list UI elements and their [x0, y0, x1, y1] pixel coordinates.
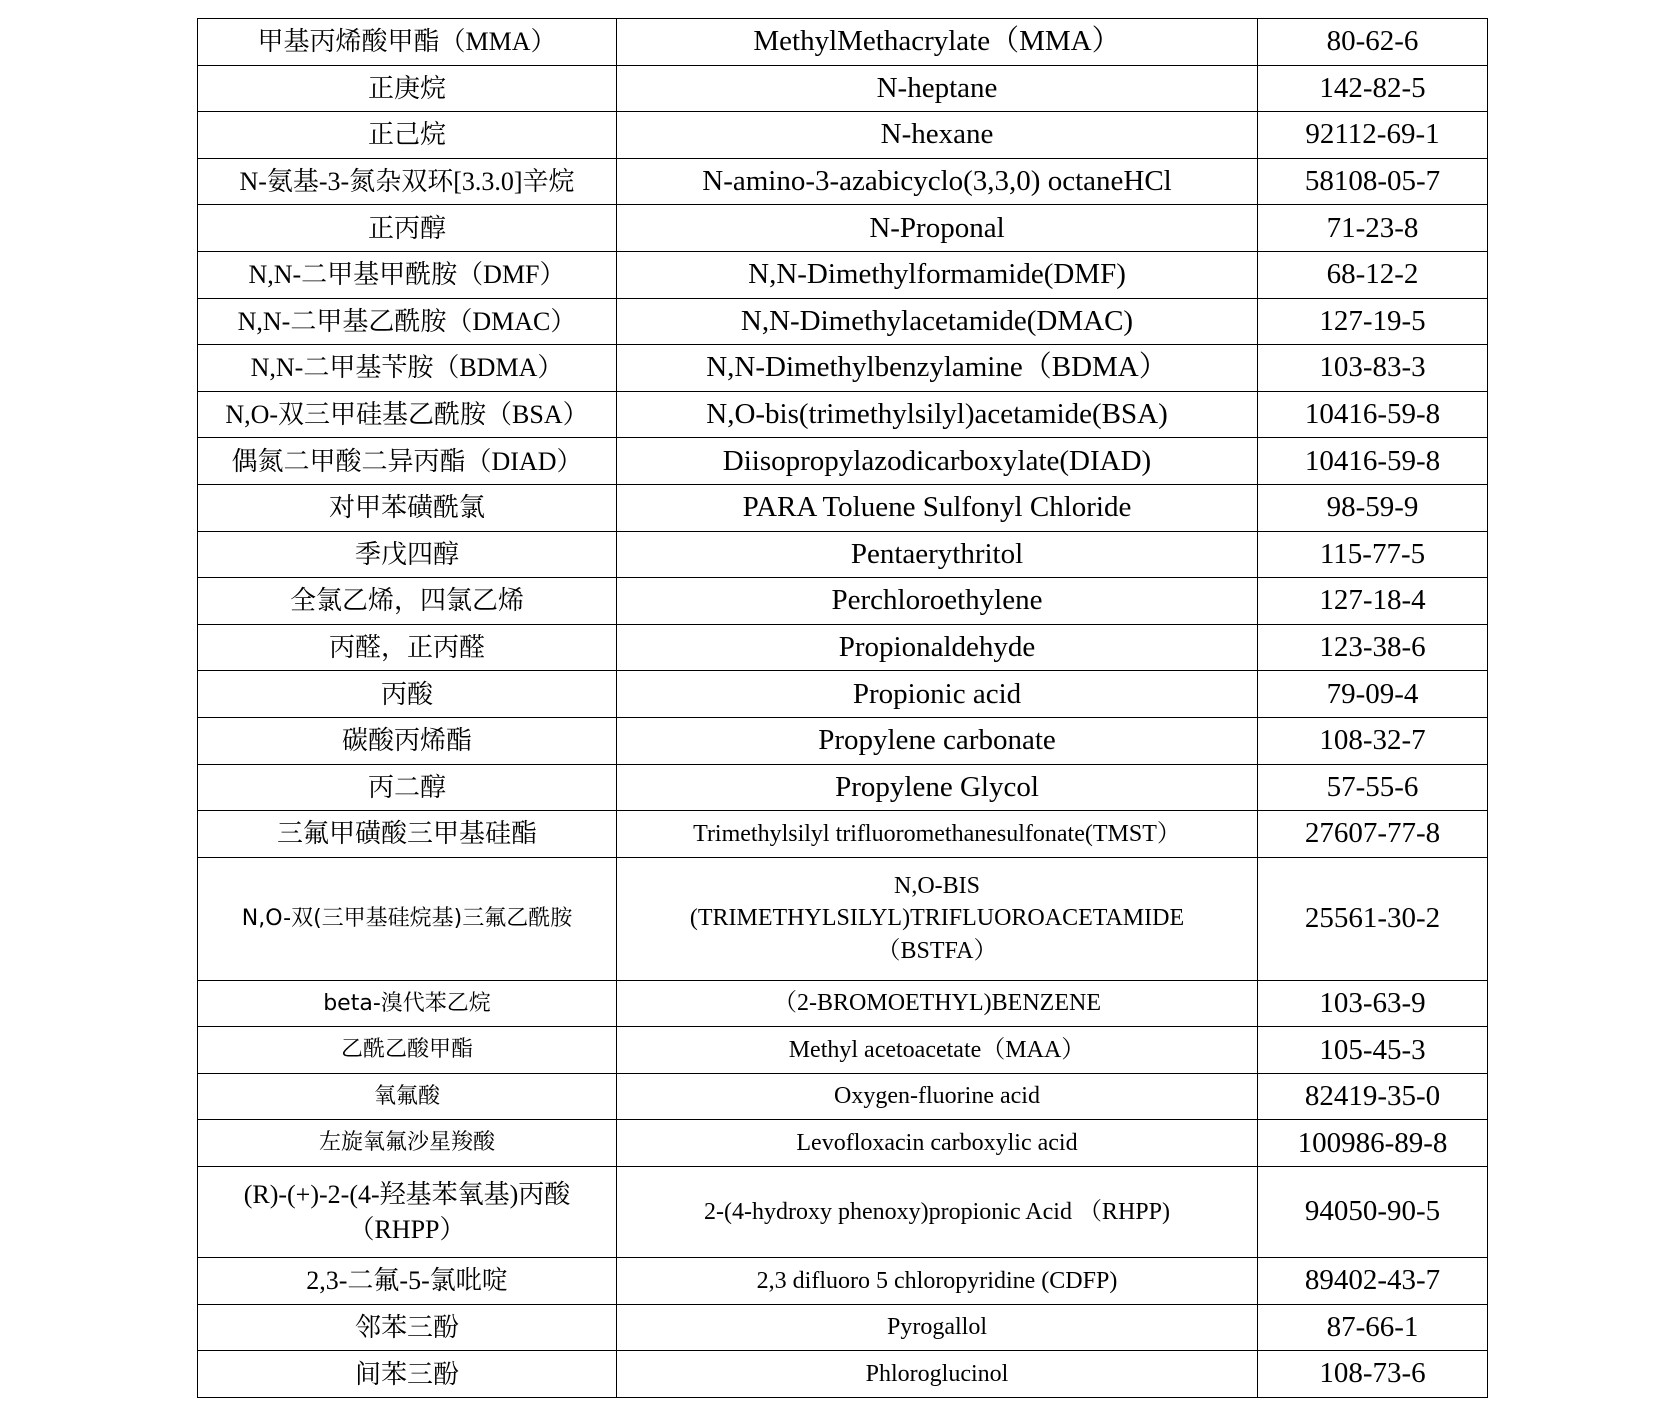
- chinese-name-line: (R)-(+)-2-(4-羟基苯氧基)丙酸: [243, 1179, 571, 1209]
- english-name-cell: N,N-Dimethylbenzylamine（BDMA）: [617, 345, 1258, 392]
- english-name-cell: N,N-Dimethylformamide(DMF): [617, 251, 1258, 298]
- english-name-cell: Methyl acetoacetate（MAA）: [617, 1027, 1258, 1074]
- chinese-name-cell: N,N-二甲基乙酰胺（DMAC）: [198, 298, 617, 345]
- chinese-name-cell: 丙酸: [198, 671, 617, 718]
- table-row: [198, 1073, 1488, 1120]
- table-row: [198, 717, 1488, 764]
- cas-number-cell: 71-23-8: [1258, 205, 1488, 252]
- english-name-cell: N-heptane: [617, 65, 1258, 112]
- table-row: [198, 764, 1488, 811]
- table-row: [198, 1167, 1488, 1258]
- english-name-cell: N-Proponal: [617, 205, 1258, 252]
- chinese-name-cell: 三氟甲磺酸三甲基硅酯: [198, 811, 617, 858]
- cas-number-cell: 80-62-6: [1258, 19, 1488, 66]
- table-row: [198, 624, 1488, 671]
- cas-number-cell: 108-73-6: [1258, 1351, 1488, 1398]
- chemical-table: [197, 18, 1488, 1398]
- cas-number-cell: 68-12-2: [1258, 251, 1488, 298]
- chinese-name-cell: 左旋氧氟沙星羧酸: [198, 1120, 617, 1167]
- english-name-cell: 2,3 difluoro 5 chloropyridine (CDFP): [617, 1258, 1258, 1305]
- english-name-cell: Pentaerythritol: [617, 531, 1258, 578]
- cas-number-cell: 79-09-4: [1258, 671, 1488, 718]
- english-name-line: （BSTFA）: [876, 937, 998, 964]
- cas-number-cell: 100986-89-8: [1258, 1120, 1488, 1167]
- table-row: [198, 1027, 1488, 1074]
- table-row: [198, 391, 1488, 438]
- table-row: [198, 298, 1488, 345]
- chinese-name-cell: 正丙醇: [198, 205, 617, 252]
- cas-number-cell: 94050-90-5: [1258, 1167, 1488, 1258]
- table-row: [198, 438, 1488, 485]
- english-name-cell: Diisopropylazodicarboxylate(DIAD): [617, 438, 1258, 485]
- cas-number-cell: 87-66-1: [1258, 1304, 1488, 1351]
- chinese-name-cell: [198, 1167, 617, 1258]
- english-name-cell: MethylMethacrylate（MMA）: [617, 19, 1258, 66]
- table-row: [198, 112, 1488, 159]
- cas-number-cell: 82419-35-0: [1258, 1073, 1488, 1120]
- table-row: [198, 345, 1488, 392]
- table-row: [198, 251, 1488, 298]
- chinese-name-cell: 全氯乙烯，四氯乙烯: [198, 578, 617, 625]
- table-row: [198, 671, 1488, 718]
- table-row: [198, 1351, 1488, 1398]
- chinese-name-cell: N,O-双(三甲基硅烷基)三氟乙酰胺: [198, 857, 617, 980]
- english-name-cell: Propionic acid: [617, 671, 1258, 718]
- english-name-cell: N,O-bis(trimethylsilyl)acetamide(BSA): [617, 391, 1258, 438]
- chinese-name-cell: 间苯三酚: [198, 1351, 617, 1398]
- cas-number-cell: 89402-43-7: [1258, 1258, 1488, 1305]
- chinese-name-cell: N-氨基-3-氮杂双环[3.3.0]辛烷: [198, 158, 617, 205]
- table-row: [198, 19, 1488, 66]
- english-name-cell: Trimethylsilyl trifluoromethanesulfonate(TMST）: [617, 811, 1258, 858]
- cas-number-cell: 57-55-6: [1258, 764, 1488, 811]
- english-name-cell: N-hexane: [617, 112, 1258, 159]
- table-row: [198, 578, 1488, 625]
- english-name-cell: Pyrogallol: [617, 1304, 1258, 1351]
- cas-number-cell: 123-38-6: [1258, 624, 1488, 671]
- cas-number-cell: 10416-59-8: [1258, 391, 1488, 438]
- cas-number-cell: 142-82-5: [1258, 65, 1488, 112]
- chinese-name-cell: 乙酰乙酸甲酯: [198, 1027, 617, 1074]
- english-name-cell: N,N-Dimethylacetamide(DMAC): [617, 298, 1258, 345]
- chinese-name-cell: 2,3-二氟-5-氯吡啶: [198, 1258, 617, 1305]
- chinese-name-cell: 正己烷: [198, 112, 617, 159]
- table-row: [198, 857, 1488, 980]
- english-name-cell: Propylene carbonate: [617, 717, 1258, 764]
- cas-number-cell: 10416-59-8: [1258, 438, 1488, 485]
- english-name-cell: Oxygen-fluorine acid: [617, 1073, 1258, 1120]
- chinese-name-cell: 邻苯三酚: [198, 1304, 617, 1351]
- table-row: [198, 980, 1488, 1027]
- chinese-name-cell: N,N-二甲基甲酰胺（DMF）: [198, 251, 617, 298]
- chinese-name-line: （RHPP）: [348, 1215, 466, 1245]
- table-row: [198, 158, 1488, 205]
- chinese-name-cell: 甲基丙烯酸甲酯（MMA）: [198, 19, 617, 66]
- english-name-cell: （2-BROMOETHYL)BENZENE: [617, 980, 1258, 1027]
- english-name-cell: Levofloxacin carboxylic acid: [617, 1120, 1258, 1167]
- chinese-name-cell: 偶氮二甲酸二异丙酯（DIAD）: [198, 438, 617, 485]
- english-name-cell: Propionaldehyde: [617, 624, 1258, 671]
- english-name-cell: Perchloroethylene: [617, 578, 1258, 625]
- table-row: [198, 484, 1488, 531]
- english-name-line: (TRIMETHYLSILYL)TRIFLUOROACETAMIDE: [689, 905, 1185, 932]
- chinese-name-cell: 碳酸丙烯酯: [198, 717, 617, 764]
- chinese-name-cell: 正庚烷: [198, 65, 617, 112]
- chinese-name-cell: 丙醛，正丙醛: [198, 624, 617, 671]
- english-name-cell: [617, 857, 1258, 980]
- cas-number-cell: 115-77-5: [1258, 531, 1488, 578]
- chinese-name-cell: 丙二醇: [198, 764, 617, 811]
- table-row: [198, 1120, 1488, 1167]
- english-name-cell: Propylene Glycol: [617, 764, 1258, 811]
- cas-number-cell: 58108-05-7: [1258, 158, 1488, 205]
- cas-number-cell: 103-83-3: [1258, 345, 1488, 392]
- chinese-name-cell: 氧氟酸: [198, 1073, 617, 1120]
- cas-number-cell: 92112-69-1: [1258, 112, 1488, 159]
- english-name-cell: N-amino-3-azabicyclo(3,3,0) octaneHCl: [617, 158, 1258, 205]
- table-row: [198, 531, 1488, 578]
- table-row: [198, 811, 1488, 858]
- chinese-name-cell: N,N-二甲基苄胺（BDMA）: [198, 345, 617, 392]
- cas-number-cell: 103-63-9: [1258, 980, 1488, 1027]
- chinese-name-cell: 对甲苯磺酰氯: [198, 484, 617, 531]
- table-row: [198, 65, 1488, 112]
- table-row: [198, 1304, 1488, 1351]
- table-row: [198, 205, 1488, 252]
- cas-number-cell: 98-59-9: [1258, 484, 1488, 531]
- cas-number-cell: 127-19-5: [1258, 298, 1488, 345]
- english-name-cell: 2-(4-hydroxy phenoxy)propionic Acid （RHPP): [617, 1167, 1258, 1258]
- english-name-line: N,O-BIS: [893, 873, 980, 900]
- cas-number-cell: 127-18-4: [1258, 578, 1488, 625]
- chinese-name-cell: beta-溴代苯乙烷: [198, 980, 617, 1027]
- english-name-cell: PARA Toluene Sulfonyl Chloride: [617, 484, 1258, 531]
- cas-number-cell: 108-32-7: [1258, 717, 1488, 764]
- table-row: [198, 1258, 1488, 1305]
- cas-number-cell: 25561-30-2: [1258, 857, 1488, 980]
- chinese-name-cell: N,O-双三甲硅基乙酰胺（BSA）: [198, 391, 617, 438]
- cas-number-cell: 27607-77-8: [1258, 811, 1488, 858]
- english-name-cell: Phloroglucinol: [617, 1351, 1258, 1398]
- cas-number-cell: 105-45-3: [1258, 1027, 1488, 1074]
- chinese-name-cell: 季戊四醇: [198, 531, 617, 578]
